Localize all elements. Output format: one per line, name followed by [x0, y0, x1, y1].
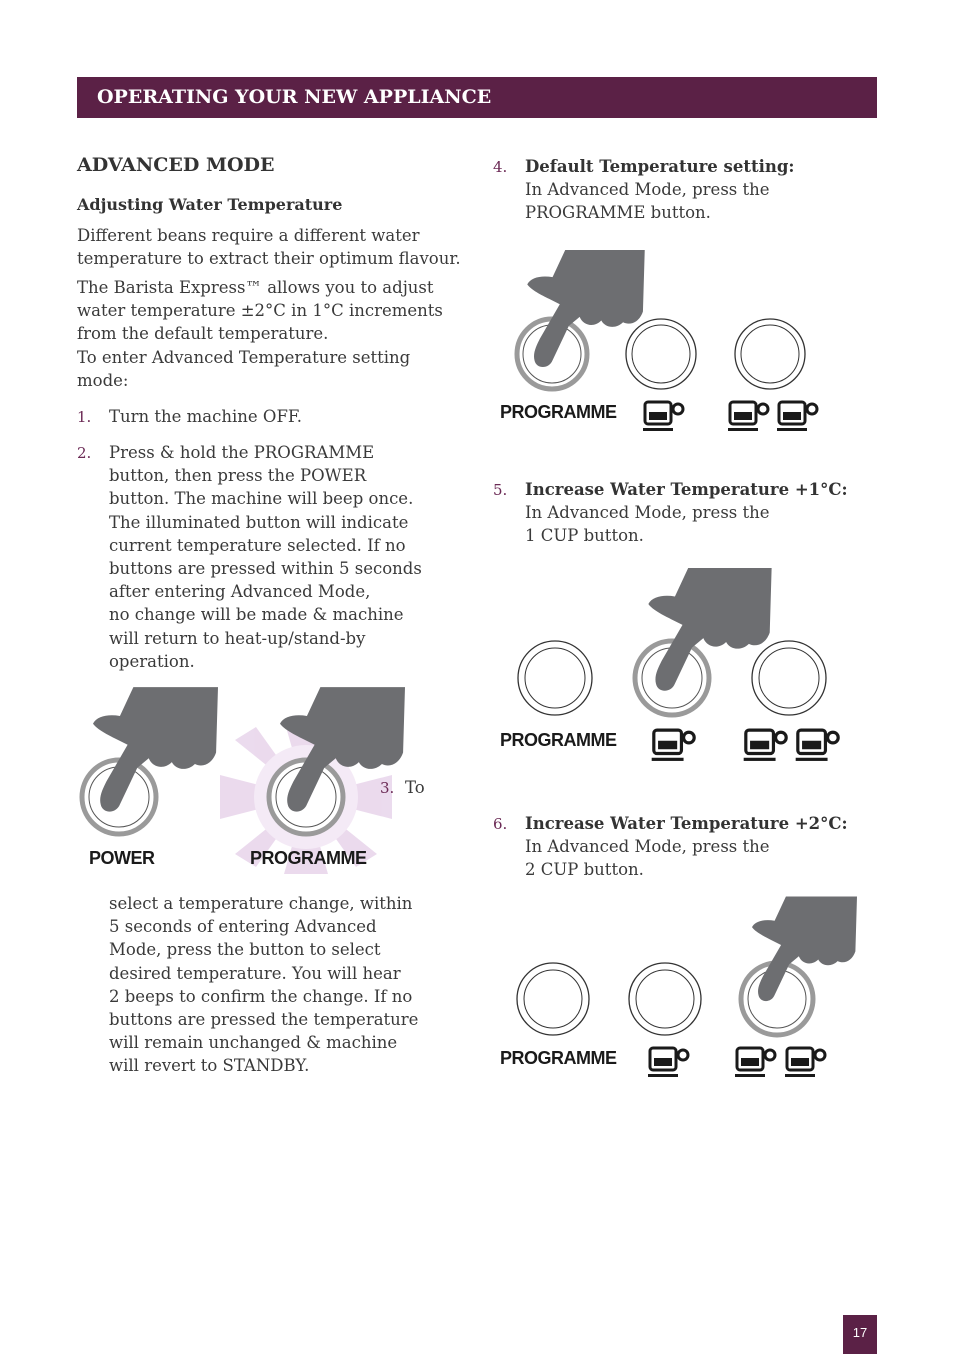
power-programme-illustration — [60, 680, 460, 880]
one-cup-icon — [643, 400, 685, 432]
two-cup-icon — [734, 1046, 778, 1078]
step-3-text: select a temperature change, within 5 seconds of entering Advanced Mode, press the button to select desired temperature. You will hear 2 beeps to confirm the change. If no buttons are pressed the temperature will remain unchanged & machine will revert to STANDBY. — [109, 894, 419, 1076]
programme-label: PROGRAMME — [500, 1048, 617, 1068]
section-header — [77, 77, 877, 118]
pointing-hand-icon — [527, 250, 645, 372]
step-2-text: Press & hold the PROGRAMME button, then press the POWER button. The machine will beep once. The illuminated button will indicate current temperature selected. If no buttons are pressed within 5 seconds after entering Advanced Mode, no change will be made & machine will return to heat-up/stand-by operation. — [109, 443, 422, 671]
step-5-text: Increase Water Temperature +1°C: In Advanced Mode, press the 1 CUP button. — [525, 480, 848, 546]
intro-paragraph-2: The Barista Express™ allows you to adjust water temperature ±2°C in 1°C increments from the default temperature. To enter Advanced Temperature setting mode: — [77, 278, 443, 390]
programme-press-illustration — [490, 250, 870, 440]
intro-paragraph-1: Different beans require a different water temperature to extract their optimum flavour. — [77, 226, 461, 269]
step-number: 3. — [380, 779, 395, 797]
pointing-hand-icon — [648, 568, 772, 696]
page-number-badge — [843, 1315, 877, 1354]
two-cup-icon — [728, 400, 770, 432]
programme-label: PROGRAMME — [500, 730, 617, 750]
one-cup-icon — [651, 728, 697, 762]
step-3-first-word: To — [405, 778, 425, 797]
step-number: 6. — [493, 815, 508, 833]
step-1-text: Turn the machine OFF. — [109, 407, 303, 426]
two-cup-press-illustration — [490, 892, 870, 1082]
adjusting-temperature-subheading: Adjusting Water Temperature — [77, 195, 343, 214]
step-4-text: Default Temperature setting: In Advanced Mode, press the PROGRAMME button. — [525, 157, 795, 223]
step-number: 4. — [493, 158, 508, 176]
two-cup-icon — [743, 728, 789, 762]
section-title: OPERATING YOUR NEW APPLIANCE — [97, 86, 492, 108]
two-cup-icon — [795, 728, 841, 762]
advanced-mode-heading: ADVANCED MODE — [77, 154, 275, 176]
programme-label: PROGRAMME — [500, 402, 617, 422]
one-cup-icon — [647, 1046, 691, 1078]
pointing-hand-icon — [280, 687, 405, 817]
one-cup-press-illustration — [490, 568, 870, 768]
step-number: 2. — [77, 444, 92, 462]
page-number: 17 — [852, 1325, 868, 1340]
step-number: 5. — [493, 481, 508, 499]
pointing-hand-icon — [93, 687, 218, 817]
step-6-text: Increase Water Temperature +2°C: In Advanced Mode, press the 2 CUP button. — [525, 814, 848, 880]
step-number: 1. — [77, 408, 92, 426]
two-cup-icon — [777, 400, 819, 432]
two-cup-icon — [784, 1046, 828, 1078]
programme-label: PROGRAMME — [250, 848, 367, 868]
power-label: POWER — [89, 848, 155, 868]
pointing-hand-icon — [752, 892, 857, 1010]
